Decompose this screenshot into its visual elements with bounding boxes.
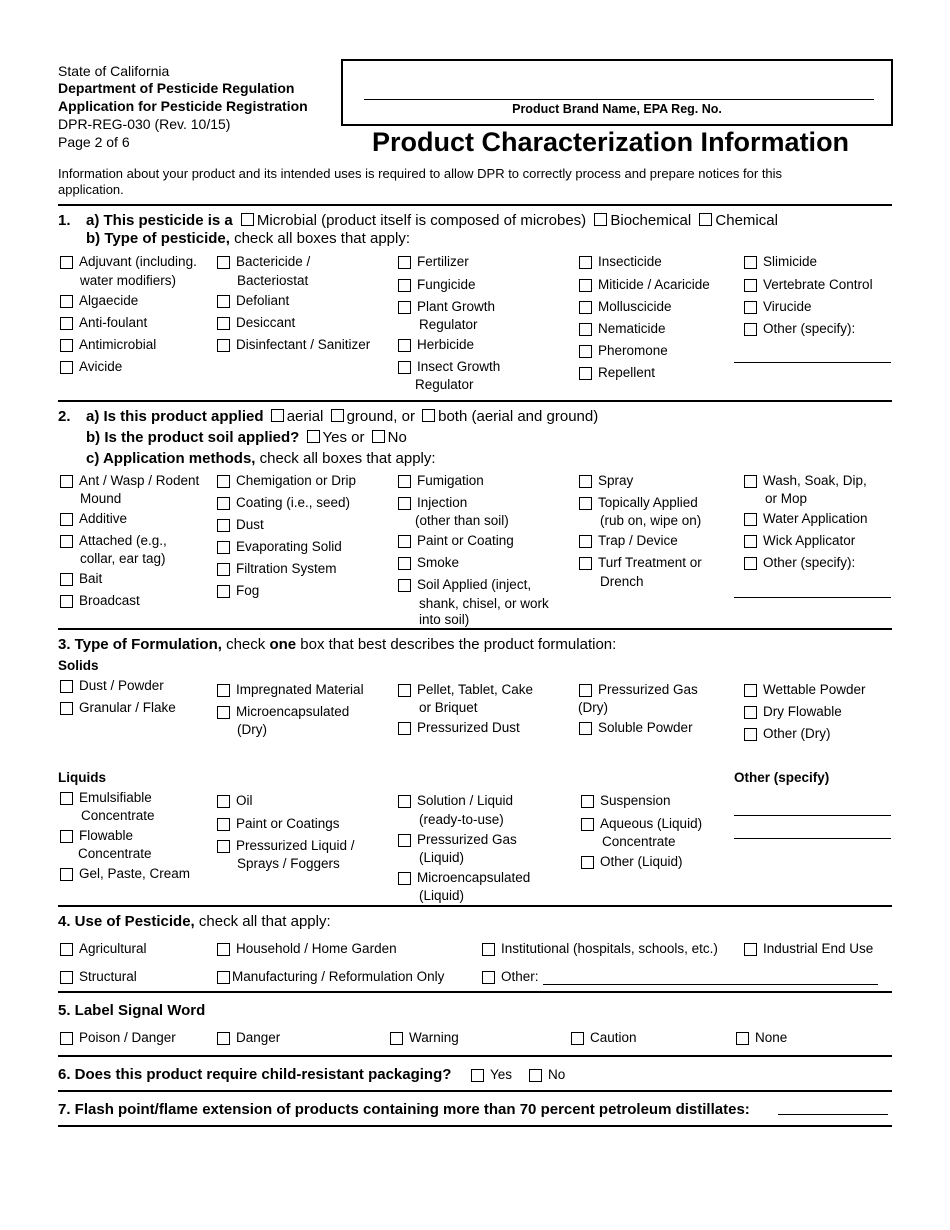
checkbox: [398, 722, 411, 735]
checkbox: [60, 535, 73, 548]
checkbox: [579, 256, 592, 269]
checkbox: [581, 818, 594, 831]
checkbox: [60, 868, 73, 881]
checkbox: [398, 684, 411, 697]
checkbox: [579, 722, 592, 735]
checkbox: [398, 475, 411, 488]
section-2-number: 2.: [58, 408, 71, 425]
intro-text-1: Information about your product and its intended uses is required to allow DPR to correctly process and prepare notices for this: [58, 166, 783, 181]
checkbox: [398, 795, 411, 808]
state-name: State of California: [58, 63, 170, 79]
section-7-title: 7. Flash point/flame extension of products containing more than 70 percent petroleum distillates:: [58, 1101, 750, 1118]
option-yes: Yes or: [322, 429, 365, 446]
checkbox: [579, 557, 592, 570]
checkbox: [60, 256, 73, 269]
checkbox: [744, 513, 757, 526]
section-2c-instruction: check all boxes that apply:: [259, 450, 436, 467]
department-name: Department of Pesticide Regulation: [58, 80, 295, 96]
checkbox: [398, 834, 411, 847]
checkbox: [579, 301, 592, 314]
checkbox: [398, 579, 411, 592]
other-specify-line[interactable]: [734, 362, 891, 363]
divider: [58, 400, 892, 402]
checkbox: [398, 557, 411, 570]
checkbox: [217, 943, 230, 956]
option-adjuvant-cont: water modifiers): [80, 273, 177, 288]
form-number: DPR-REG-030 (Rev. 10/15): [58, 116, 231, 132]
checkbox: [60, 792, 73, 805]
other-specify-line[interactable]: [734, 838, 891, 839]
section-2c-row: [86, 449, 436, 468]
checkbox: [60, 317, 73, 330]
checkbox: [60, 513, 73, 526]
checkbox: [217, 339, 230, 352]
other-specify-line[interactable]: [734, 815, 891, 816]
checkbox: [217, 971, 230, 984]
checkbox[interactable]: [594, 213, 607, 226]
option-microencapsulated-liquid-cont: (Liquid): [419, 888, 465, 903]
checkbox: [390, 1032, 403, 1045]
checkbox: [217, 585, 230, 598]
option-aerial: aerial: [286, 408, 324, 425]
checkbox: [217, 295, 230, 308]
checkbox: [60, 943, 73, 956]
checkbox: [744, 323, 757, 336]
checkbox: [744, 728, 757, 741]
divider: [58, 1055, 892, 1057]
checkbox: [579, 279, 592, 292]
checkbox: [60, 573, 73, 586]
checkbox: [217, 256, 230, 269]
checkbox: [217, 840, 230, 853]
checkbox: [398, 361, 411, 374]
divider: [58, 1090, 892, 1092]
checkbox: [581, 795, 594, 808]
option-pressurized-gas-liquid-cont: (Liquid): [419, 850, 465, 865]
checkbox: [60, 1032, 73, 1045]
option-ground: ground, or: [346, 408, 415, 425]
option-pellet-cont: or Briquet: [419, 700, 478, 715]
checkbox: [744, 684, 757, 697]
checkbox: [60, 830, 73, 843]
option-biochemical: Biochemical: [610, 212, 692, 229]
other-use-line[interactable]: [543, 984, 878, 985]
checkbox: [60, 475, 73, 488]
option-wash-soak-cont: or Mop: [765, 491, 808, 506]
checkbox: [579, 684, 592, 697]
checkbox: [217, 475, 230, 488]
option-no: No: [387, 429, 407, 446]
checkbox: [736, 1032, 749, 1045]
section-2a-label: a) Is this product applied: [86, 408, 264, 425]
divider: [58, 628, 892, 630]
checkbox: [398, 872, 411, 885]
checkbox: [471, 1069, 484, 1082]
section-1a-row: [86, 211, 778, 230]
page-title: Product Characterization Information: [372, 127, 850, 157]
section-6-title: 6. Does this product require child-resistant packaging?: [58, 1066, 452, 1083]
checkbox: [581, 856, 594, 869]
checkbox: [579, 323, 592, 336]
checkbox: [60, 295, 73, 308]
checkbox[interactable]: [307, 430, 320, 443]
checkbox: [398, 301, 411, 314]
checkbox: [579, 535, 592, 548]
checkbox: [398, 339, 411, 352]
checkbox[interactable]: [271, 409, 284, 422]
section-2b-label: b) Is the product soil applied?: [86, 429, 300, 446]
brand-name-line: [364, 99, 874, 100]
section-2c-label: c) Application methods,: [86, 450, 256, 467]
checkbox: [60, 595, 73, 608]
section-4-title: 4. Use of Pesticide, check all that apply:: [58, 913, 331, 930]
brand-name-label: Product Brand Name, EPA Reg. No.: [512, 102, 722, 116]
checkbox: [60, 971, 73, 984]
checkbox: [217, 795, 230, 808]
checkbox: [217, 706, 230, 719]
checkbox: [579, 367, 592, 380]
section-3-title: 3. Type of Formulation, check one box that best describes the product formulation:: [58, 636, 617, 653]
checkbox[interactable]: [372, 430, 385, 443]
option-pressurized-gas-dry-cont: (Dry): [578, 700, 608, 715]
option-ant-wasp-cont: Mound: [80, 491, 122, 506]
divider: [58, 991, 892, 993]
option-both: both (aerial and ground): [438, 408, 599, 425]
checkbox: [482, 971, 495, 984]
option-emulsifiable-cont: Concentrate: [81, 808, 155, 823]
checkbox: [217, 497, 230, 510]
option-plant-growth-cont: Regulator: [419, 317, 478, 332]
checkbox: [217, 563, 230, 576]
checkbox: [571, 1032, 584, 1045]
option-microencapsulated-dry-cont: (Dry): [237, 722, 267, 737]
checkbox: [744, 256, 757, 269]
divider: [58, 204, 892, 206]
checkbox: [217, 684, 230, 697]
option-soil-applied-cont2: into soil): [419, 612, 470, 627]
intro-text-2: application.: [58, 182, 124, 197]
section-1a-label: a) This pesticide is a: [86, 212, 233, 229]
checkbox[interactable]: [699, 213, 712, 226]
page-number: Page 2 of 6: [58, 134, 130, 150]
checkbox[interactable]: [241, 213, 254, 226]
option-topically-cont: (rub on, wipe on): [600, 513, 702, 528]
checkbox: [579, 345, 592, 358]
checkbox: [217, 317, 230, 330]
option-solution-liquid-cont: (ready-to-use): [419, 812, 504, 827]
checkbox: [60, 361, 73, 374]
section-1b-label: b) Type of pesticide,: [86, 230, 230, 247]
checkbox: [60, 680, 73, 693]
liquids-heading: Liquids: [58, 770, 106, 785]
option-microbial: Microbial (product itself is composed of microbes): [256, 212, 587, 229]
application-name: Application for Pesticide Registration: [58, 98, 308, 114]
checkbox: [217, 818, 230, 831]
checkbox[interactable]: [331, 409, 344, 422]
checkbox: [217, 541, 230, 554]
option-pressurized-liquid-cont: Sprays / Foggers: [237, 856, 340, 871]
option-attached-cont: collar, ear tag): [80, 551, 166, 566]
option-bactericide-cont: Bacteriostat: [237, 273, 309, 288]
flash-point-line[interactable]: [778, 1114, 888, 1115]
checkbox: [744, 943, 757, 956]
checkbox: [579, 475, 592, 488]
option-flowable-cont: Concentrate: [78, 846, 152, 861]
checkbox: [398, 535, 411, 548]
checkbox: [217, 519, 230, 532]
checkbox: [579, 497, 592, 510]
option-turf-cont: Drench: [600, 574, 644, 589]
section-2a-row: [86, 407, 598, 426]
checkbox: [60, 702, 73, 715]
option-injection-cont: (other than soil): [415, 513, 509, 528]
checkbox: [744, 557, 757, 570]
solids-heading: Solids: [58, 658, 99, 673]
checkbox: [398, 279, 411, 292]
checkbox: [744, 706, 757, 719]
section-1b-instruction: check all boxes that apply:: [234, 230, 411, 247]
checkbox: [398, 497, 411, 510]
section-1-number: 1.: [58, 212, 71, 229]
option-soil-applied-cont1: shank, chisel, or work: [419, 596, 549, 611]
brand-name-box[interactable]: [341, 59, 893, 126]
section-2b-row: [86, 428, 407, 447]
option-aqueous-cont: Concentrate: [602, 834, 676, 849]
checkbox: [529, 1069, 542, 1082]
checkbox[interactable]: [422, 409, 435, 422]
option-insect-growth-cont: Regulator: [415, 377, 474, 392]
divider: [58, 1125, 892, 1127]
checkbox: [482, 943, 495, 956]
option-chemical: Chemical: [715, 212, 778, 229]
checkbox: [744, 535, 757, 548]
divider: [58, 905, 892, 907]
checkbox: [744, 475, 757, 488]
checkbox: [744, 301, 757, 314]
checkbox: [398, 256, 411, 269]
other-specify-line[interactable]: [734, 597, 891, 598]
section-5-title: 5. Label Signal Word: [58, 1002, 206, 1019]
checkbox: [744, 279, 757, 292]
checkbox: [60, 339, 73, 352]
section-1b-row: [86, 229, 410, 248]
checkbox: [217, 1032, 230, 1045]
other-specify-heading: Other (specify): [734, 770, 830, 785]
